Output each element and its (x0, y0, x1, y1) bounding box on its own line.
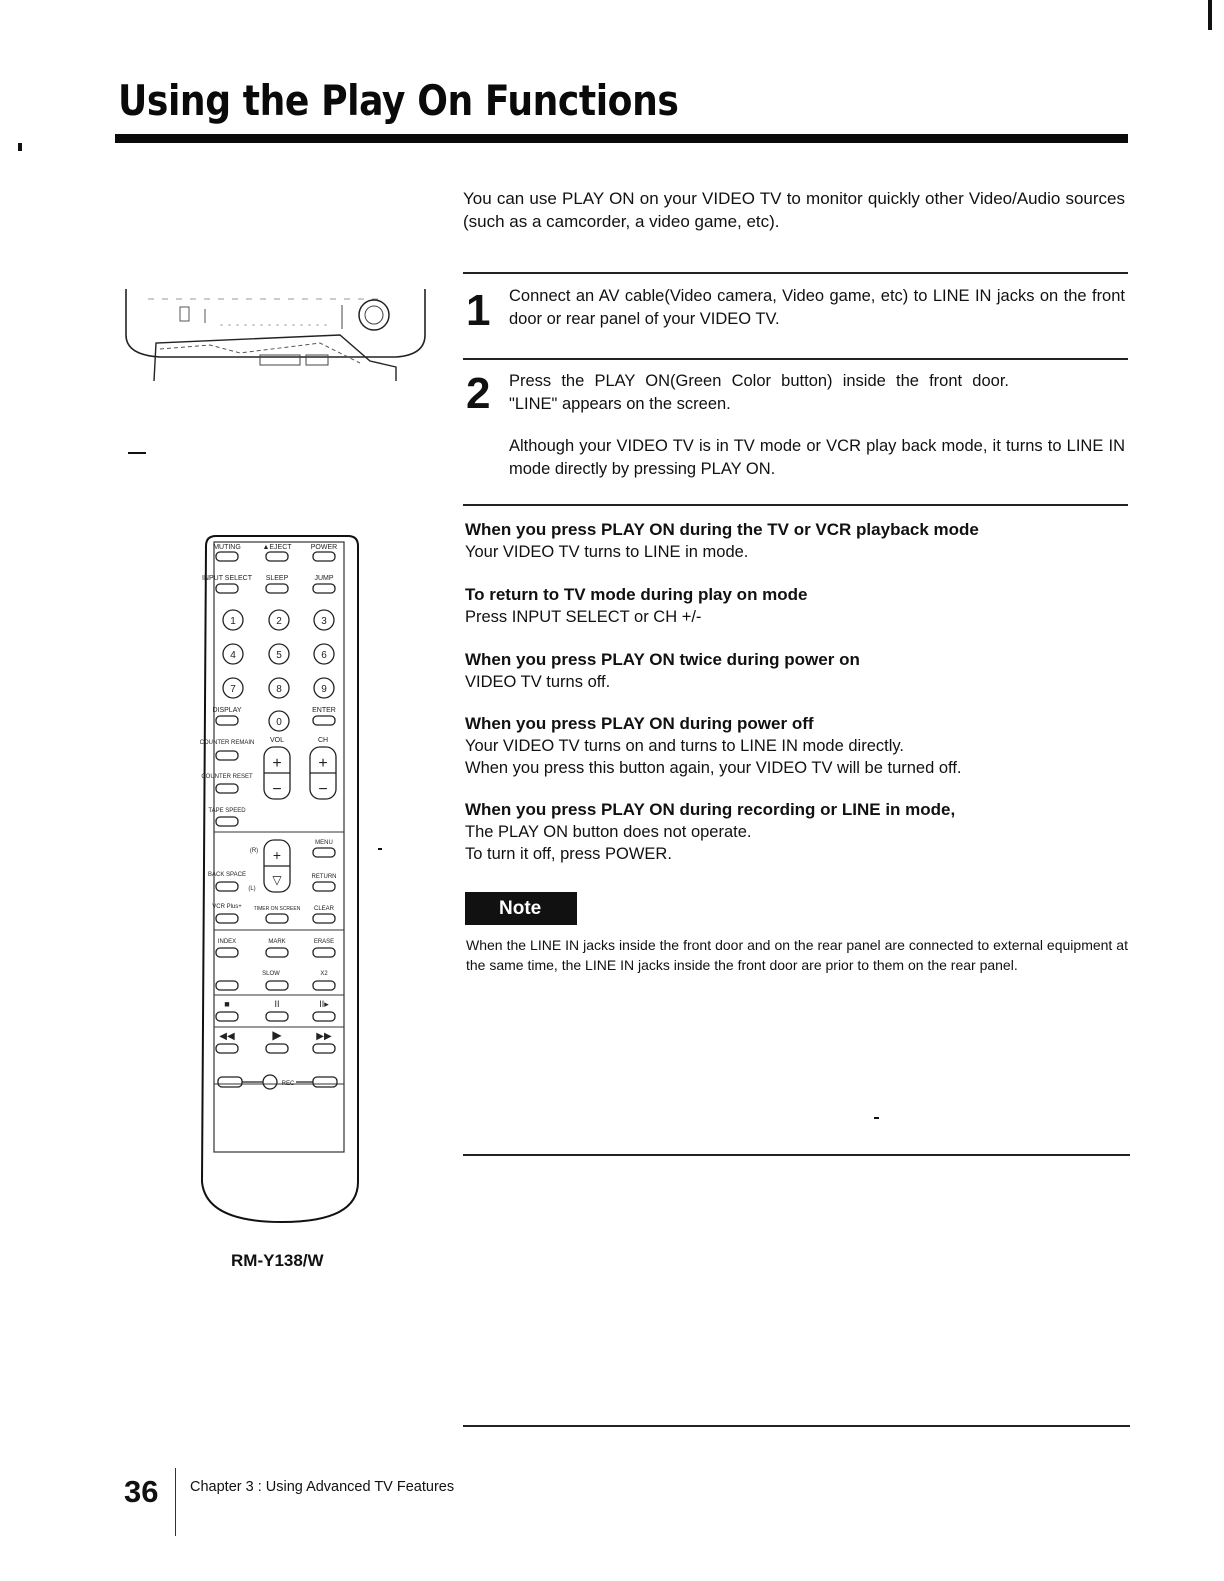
label-counter-reset: COUNTER RESET (201, 774, 253, 780)
divider-bottom (463, 1425, 1130, 1427)
divider-note-end (463, 1154, 1130, 1156)
digit-7: 7 (230, 684, 236, 695)
label-r: (R) (249, 848, 259, 854)
down-arrow-icon: ▽ (272, 873, 282, 887)
label-eject: ▲EJECT (262, 544, 292, 551)
ch-plus-icon: + (318, 755, 328, 772)
digit-2: 2 (276, 616, 282, 627)
label-timer-on-screen: TIMER ON SCREEN (253, 906, 301, 912)
vol-plus-icon: + (272, 755, 282, 772)
digit-0: 0 (276, 717, 282, 728)
digit-3: 3 (321, 616, 327, 627)
label-counter-remain: COUNTER REMAIN (199, 740, 255, 746)
vol-minus-icon: − (272, 781, 282, 798)
step-1-text: Connect an AV cable(Video camera, Video game, etc) to LINE IN jacks on the front door or rear panel of your VIDEO TV. (509, 287, 1125, 328)
stop-icon: ■ (224, 999, 230, 1009)
digit-8: 8 (276, 684, 282, 695)
title-rule (115, 134, 1128, 143)
label-return: RETURN (311, 874, 337, 880)
section-line: Press INPUT SELECT or CH +/- (465, 608, 702, 626)
digit-9: 9 (321, 684, 327, 695)
remote-model-caption: RM-Y138/W (231, 1251, 324, 1270)
section-heading: When you press PLAY ON during recording or LINE in mode, (465, 800, 956, 819)
section-tv-vcr-playback (465, 519, 1130, 563)
divider-sections (463, 504, 1128, 506)
label-tape-speed: TAPE SPEED (208, 808, 246, 814)
section-heading: When you press PLAY ON during the TV or VCR playback mode (465, 520, 979, 539)
label-muting: MUTING (213, 544, 241, 551)
section-heading: When you press PLAY ON during power off (465, 714, 814, 733)
fast-forward-icon: ▶▶ (316, 1031, 332, 1042)
section-return-to-tv (465, 584, 1130, 628)
section-power-off (465, 713, 1130, 779)
section-heading: When you press PLAY ON twice during power on (465, 650, 860, 669)
note-badge (465, 892, 577, 925)
chapter-label: Chapter 3 : Using Advanced TV Features (190, 1479, 455, 1495)
divider-step-2 (463, 358, 1128, 360)
label-index: INDEX (217, 939, 237, 945)
label-l: (L) (248, 886, 256, 892)
note-text: When the LINE IN jacks inside the front door and on the rear panel are connected to external equipment at the same time, the LINE IN jacks inside the front door are prior to them on the rear panel. (466, 937, 1128, 973)
section-recording-line-mode (465, 799, 1130, 865)
section-line: The PLAY ON button does not operate. (465, 823, 752, 841)
page-number: 36 (124, 1474, 159, 1509)
label-display: DISPLAY (212, 707, 242, 714)
section-line: To turn it off, press POWER. (465, 845, 672, 863)
scan-mark (378, 848, 382, 850)
label-enter: ENTER (312, 707, 336, 714)
divider-step-1 (463, 272, 1128, 274)
stray-mark (128, 452, 146, 454)
label-vol: VOL (269, 737, 285, 744)
footer-separator (175, 1468, 176, 1536)
step-2-text: Press the PLAY ON(Green Color button) inside the front door. "LINE" appears on the screen. (509, 372, 1009, 413)
section-line: VIDEO TV turns off. (465, 673, 611, 691)
digit-6: 6 (321, 650, 327, 661)
tv-illustration (120, 285, 432, 385)
label-menu: MENU (315, 840, 333, 846)
label-jump: JUMP (314, 575, 334, 582)
label-back-space: BACK SPACE (208, 872, 246, 878)
section-line: Your VIDEO TV turns on and turns to LINE IN mode directly. (465, 737, 904, 755)
step-2-extra: Although your VIDEO TV is in TV mode or VCR play back mode, it turns to LINE IN mode directly by pressing PLAY ON. (509, 437, 1125, 478)
digit-1: 1 (230, 616, 236, 627)
label-slow: SLOW (262, 971, 280, 977)
up-plus-icon: + (272, 847, 282, 863)
frame-advance-icon: II▸ (319, 999, 329, 1009)
section-heading: To return to TV mode during play on mode (465, 585, 808, 604)
label-ch: CH (317, 737, 329, 744)
digit-4: 4 (230, 650, 236, 661)
section-line: Your VIDEO TV turns to LINE in mode. (465, 543, 749, 561)
label-rec: REC (281, 1081, 295, 1087)
scan-mark (18, 143, 22, 151)
label-x2: X2 (320, 971, 328, 977)
remote-control-illustration (196, 532, 364, 1232)
scan-mark (874, 1117, 879, 1119)
play-icon: ▶ (272, 1028, 282, 1042)
intro-paragraph: You can use PLAY ON on your VIDEO TV to monitor quickly other Video/Audio sources (such as a camcorder, a video game, etc). (463, 189, 1125, 231)
label-power: POWER (310, 544, 338, 551)
page-title: Using the Play On Functions (118, 76, 679, 125)
note-label: Note (499, 898, 542, 919)
label-mark: MARK (268, 939, 286, 945)
ch-minus-icon: − (318, 781, 328, 798)
step-2-number: 2 (466, 369, 491, 418)
digit-5: 5 (276, 650, 282, 661)
label-clear: CLEAR (313, 906, 335, 912)
label-erase: ERASE (313, 939, 335, 945)
scan-mark (1208, 0, 1212, 30)
label-sleep: SLEEP (265, 575, 289, 582)
label-vcr-plus: VCR Plus+ (212, 904, 242, 910)
pause-icon: II (274, 999, 280, 1009)
section-line: When you press this button again, your VIDEO TV will be turned off. (465, 759, 962, 777)
rewind-icon: ◀◀ (219, 1031, 235, 1042)
section-twice-power-on (465, 649, 1130, 693)
step-1-number: 1 (466, 286, 491, 335)
label-input-select: INPUT SELECT (201, 575, 253, 582)
